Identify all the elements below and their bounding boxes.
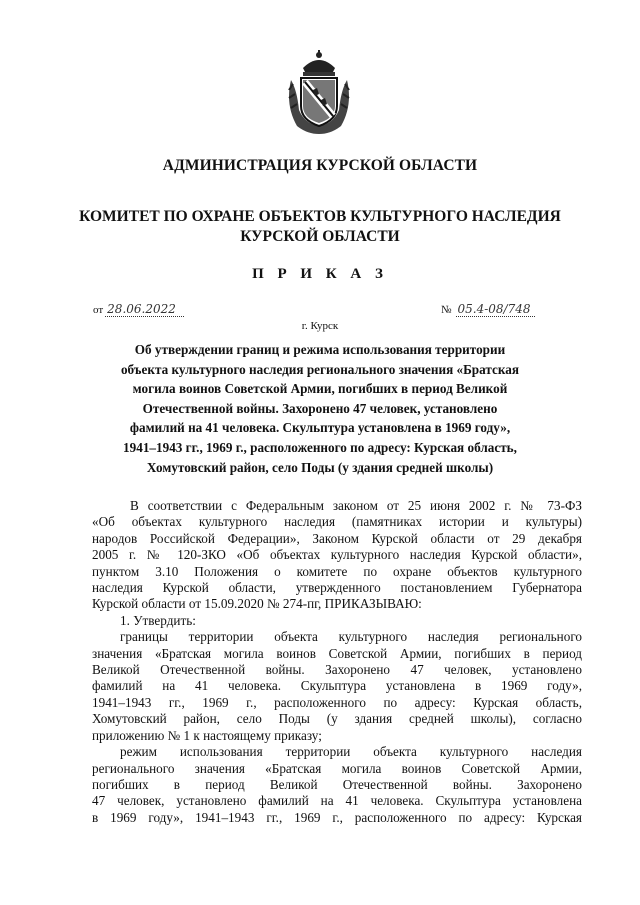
order-subject xyxy=(95,340,545,477)
body-line: режим использования территории объекта культурного наследия xyxy=(120,744,582,760)
body-line: приложению № 1 к настоящему приказу; xyxy=(92,727,322,743)
body-line: народов Российской Федерации», Законом Курской области от 29 декабря xyxy=(92,530,582,546)
body-line: границы территории объекта культурного наследия регионального xyxy=(120,629,582,645)
body-line: 1941–1943 гг., 1969 г., расположенного по адресу: Курская область, xyxy=(92,694,582,710)
date-line xyxy=(93,302,184,316)
body-line: наследия Курской области, утвержденного постановлением Губернатора xyxy=(92,580,582,596)
body-line: 1. Утвердить: xyxy=(120,612,196,628)
subject-line: Хомутовский район, село Поды (у здания средней школы) xyxy=(146,459,494,475)
body-line: в 1969 году», 1941–1943 гг., 1969 г., расположенного по адресу: Курская xyxy=(92,809,582,825)
subject-line: Об утверждении границ и режима использования территории xyxy=(134,342,506,357)
number-line xyxy=(441,302,535,316)
body-line: фамилий на 41 человека. Скульптура установлена в 1969 году», xyxy=(92,678,582,694)
body-line: Курской области от 15.09.2020 № 274-пг, ПРИКАЗЫВАЮ: xyxy=(92,596,422,612)
committee-title xyxy=(0,207,640,247)
order-body xyxy=(92,498,582,826)
body-line: Великой Отечественной войны. Захоронено 47 человек, установлено xyxy=(92,662,582,678)
subject-line: могила воинов Советской Армии, погибших в период Великой xyxy=(132,381,508,397)
document-type: П Р И К А З xyxy=(252,266,388,282)
coat-of-arms-icon xyxy=(283,50,355,136)
body-line: Хомутовский район, село Поды (у здания средней школы), согласно xyxy=(92,711,582,727)
date-prefix: от xyxy=(93,304,104,316)
subject-line: 1941–1943 гг., 1969 г., расположенного по адресу: Курская область, xyxy=(123,439,517,455)
body-line: «Об объектах культурного наследия (памятниках истории и культуры) xyxy=(92,514,582,530)
body-line: регионального значения «Братская могила воинов Советской Армии, xyxy=(92,760,582,776)
committee-title-line: КУРСКОЙ ОБЛАСТИ xyxy=(240,228,400,245)
subject-line: объекта культурного наследия регионального значения «Братская xyxy=(120,361,520,377)
subject-line: Отечественной войны. Захоронено 47 человек, установлено xyxy=(142,400,498,416)
body-line: погибших в период Великой Отечественной войны. Захоронено xyxy=(92,776,582,792)
city: г. Курск xyxy=(301,320,339,332)
body-line: В соответствии с Федеральным законом от 25 июня 2002 г. № 73-ФЗ xyxy=(130,498,582,513)
subject-line: фамилий на 41 человека. Скульптура установлена в 1969 году», xyxy=(129,420,511,436)
body-line: 47 человек, установлено фамилий на 41 человека. Скульптура установлена xyxy=(92,793,582,809)
committee-title-line: КОМИТЕТ ПО ОХРАНЕ ОБЪЕКТОВ КУЛЬТУРНОГО НАСЛЕДИЯ xyxy=(79,208,561,225)
body-line: пунктом 3.10 Положения о комитете по охране объектов культурного xyxy=(92,563,582,579)
organization-title: АДМИНИСТРАЦИЯ КУРСКОЙ ОБЛАСТИ xyxy=(162,157,478,174)
number-prefix: № xyxy=(441,304,452,316)
body-line: 2005 г. № 120-ЗКО «Об объектах культурного наследия Курской области», xyxy=(92,547,582,563)
handwritten-date: 28.06.2022 xyxy=(105,302,184,317)
handwritten-number: 05.4-08/748 xyxy=(456,302,535,317)
body-line: значения «Братская могила воинов Советской Армии, погибших в период xyxy=(92,645,582,661)
